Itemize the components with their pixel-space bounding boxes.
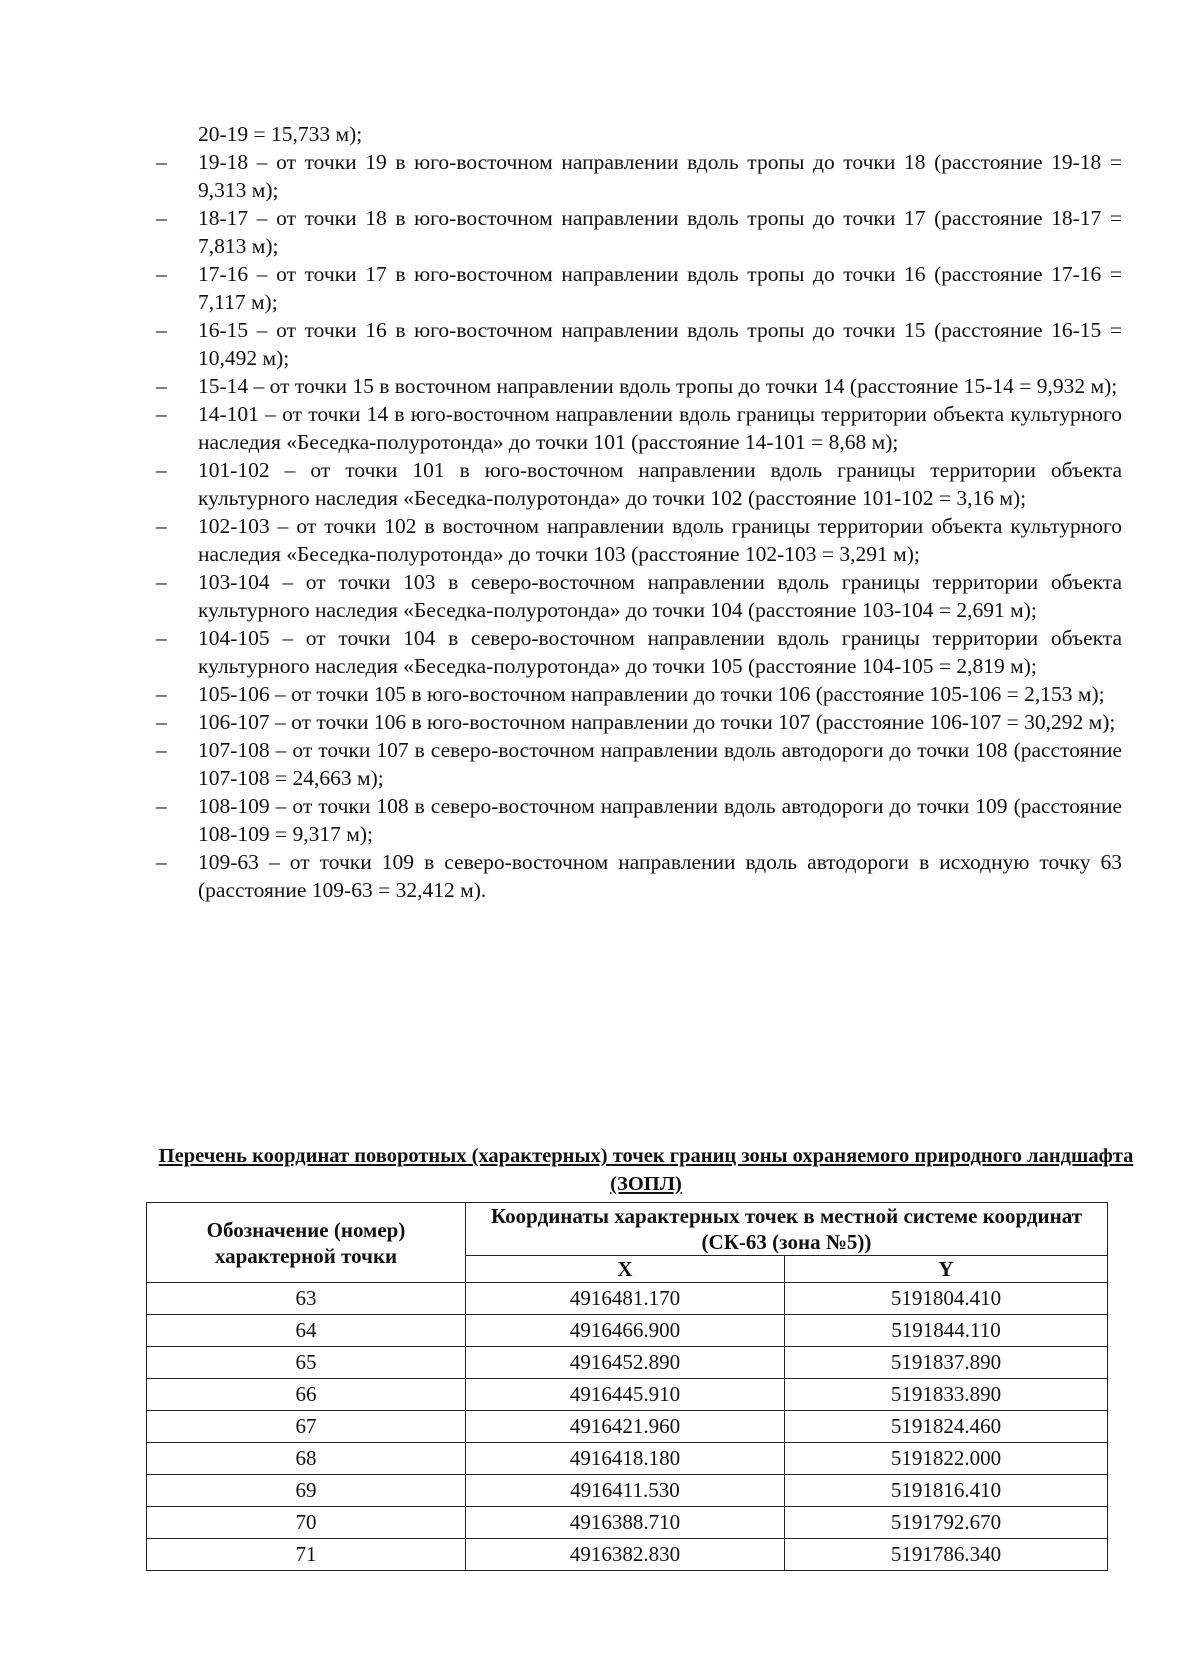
segment-item <box>150 456 1122 512</box>
segment-list <box>150 148 1122 904</box>
cell-point: 69 <box>147 1475 466 1507</box>
segment-text: 15-14 – от точки 15 в восточном направлении вдоль тропы до точки 14 (расстояние 15-14 = 9,932 м); <box>198 374 1118 398</box>
cell-x: 4916418.180 <box>466 1443 785 1475</box>
segment-text: 103-104 – от точки 103 в северо-восточном направлении вдоль границы территории объекта культурного наследия «Беседка-полуротонда» до точки 104 (расстояние 103-104 = 2,691 м); <box>198 570 1122 622</box>
table-header-row <box>147 1203 1108 1256</box>
cell-point: 70 <box>147 1507 466 1539</box>
dash-marker: – <box>156 626 167 650</box>
segment-text: 106-107 – от точки 106 в юго-восточном направлении до точки 107 (расстояние 106-107 = 30,292 м); <box>198 710 1116 734</box>
segment-text: 18-17 – от точки 18 в юго-восточном направлении вдоль тропы до точки 17 (расстояние 18-17 = 7,813 м); <box>198 206 1122 258</box>
table-row <box>147 1475 1108 1507</box>
table-row <box>147 1347 1108 1379</box>
cell-y: 5191844.110 <box>785 1315 1108 1347</box>
cell-x: 4916411.530 <box>466 1475 785 1507</box>
coordinates-table <box>146 1202 1108 1571</box>
table-row <box>147 1283 1108 1315</box>
table-title: Перечень координат поворотных (характерных) точек границ зоны охраняемого природного ландшафта (ЗОПЛ) <box>158 1145 1134 1195</box>
header-y: Y <box>785 1256 1108 1283</box>
header-coords: Координаты характерных точек в местной системе координат (СК-63 (зона №5)) <box>466 1203 1108 1256</box>
cell-x: 4916452.890 <box>466 1347 785 1379</box>
cell-point: 66 <box>147 1379 466 1411</box>
dash-marker: – <box>156 206 167 230</box>
cell-y: 5191822.000 <box>785 1443 1108 1475</box>
segment-text: 102-103 – от точки 102 в восточном направлении вдоль границы территории объекта культурного наследия «Беседка-полуротонда» до точки 103 (расстояние 102-103 = 3,291 м); <box>198 514 1122 566</box>
dash-marker: – <box>156 374 167 398</box>
cell-y: 5191816.410 <box>785 1475 1108 1507</box>
segment-text: 17-16 – от точки 17 в юго-восточном направлении вдоль тропы до точки 16 (расстояние 17-16 = 7,117 м); <box>198 262 1122 314</box>
segment-item <box>150 512 1122 568</box>
cell-y: 5191824.460 <box>785 1411 1108 1443</box>
dash-marker: – <box>156 570 167 594</box>
dash-marker: – <box>156 738 167 762</box>
lead-line: 20-19 = 15,733 м); <box>198 122 363 146</box>
segment-item <box>150 316 1122 372</box>
dash-marker: – <box>156 794 167 818</box>
dash-marker: – <box>156 150 167 174</box>
segment-item <box>150 204 1122 260</box>
dash-marker: – <box>156 850 167 874</box>
table-row <box>147 1539 1108 1571</box>
cell-point: 68 <box>147 1443 466 1475</box>
cell-y: 5191786.340 <box>785 1539 1108 1571</box>
segment-item <box>150 568 1122 624</box>
dash-marker: – <box>156 318 167 342</box>
segment-text: 108-109 – от точки 108 в северо-восточном направлении вдоль автодороги до точки 109 (расстояние 108-109 = 9,317 м); <box>198 794 1122 846</box>
cell-y: 5191837.890 <box>785 1347 1108 1379</box>
table-row <box>147 1379 1108 1411</box>
table-row <box>147 1507 1108 1539</box>
segment-text: 16-15 – от точки 16 в юго-восточном направлении вдоль тропы до точки 15 (расстояние 16-15 = 10,492 м); <box>198 318 1122 370</box>
cell-y: 5191833.890 <box>785 1379 1108 1411</box>
segment-text: 19-18 – от точки 19 в юго-восточном направлении вдоль тропы до точки 18 (расстояние 19-18 = 9,313 м); <box>198 150 1122 202</box>
cell-point: 63 <box>147 1283 466 1315</box>
segment-text: 105-106 – от точки 105 в юго-восточном направлении до точки 106 (расстояние 105-106 = 2,153 м); <box>198 682 1105 706</box>
segment-item <box>150 372 1122 400</box>
dash-marker: – <box>156 262 167 286</box>
table-row <box>147 1315 1108 1347</box>
cell-y: 5191804.410 <box>785 1283 1108 1315</box>
segment-item <box>150 148 1122 204</box>
segment-item <box>150 736 1122 792</box>
segment-text: 14-101 – от точки 14 в юго-восточном направлении вдоль границы территории объекта культурного наследия «Беседка-полуротонда» до точки 101 (расстояние 14-101 = 8,68 м); <box>198 402 1122 454</box>
cell-point: 67 <box>147 1411 466 1443</box>
table-row <box>147 1411 1108 1443</box>
dash-marker: – <box>156 402 167 426</box>
cell-x: 4916445.910 <box>466 1379 785 1411</box>
cell-point: 64 <box>147 1315 466 1347</box>
segment-item <box>150 680 1122 708</box>
segment-item <box>150 260 1122 316</box>
segment-item <box>150 708 1122 736</box>
segment-text: 104-105 – от точки 104 в северо-восточном направлении вдоль границы территории объекта культурного наследия «Беседка-полуротонда» до точки 105 (расстояние 104-105 = 2,819 м); <box>198 626 1122 678</box>
table-row <box>147 1443 1108 1475</box>
segment-text: 107-108 – от точки 107 в северо-восточном направлении вдоль автодороги до точки 108 (расстояние 107-108 = 24,663 м); <box>198 738 1122 790</box>
dash-marker: – <box>156 710 167 734</box>
cell-x: 4916421.960 <box>466 1411 785 1443</box>
segment-text: 101-102 – от точки 101 в юго-восточном направлении вдоль границы территории объекта культурного наследия «Беседка-полуротонда» до точки 102 (расстояние 101-102 = 3,16 м); <box>198 458 1122 510</box>
cell-x: 4916388.710 <box>466 1507 785 1539</box>
dash-marker: – <box>156 458 167 482</box>
cell-y: 5191792.670 <box>785 1507 1108 1539</box>
cell-point: 71 <box>147 1539 466 1571</box>
cell-x: 4916466.900 <box>466 1315 785 1347</box>
segment-text: 109-63 – от точки 109 в северо-восточном направлении вдоль автодороги в исходную точку 63 (расстояние 109-63 = 32,412 м). <box>198 850 1122 902</box>
segment-item <box>150 624 1122 680</box>
segment-item <box>150 792 1122 848</box>
dash-marker: – <box>156 514 167 538</box>
cell-x: 4916481.170 <box>466 1283 785 1315</box>
segment-item <box>150 400 1122 456</box>
dash-marker: – <box>156 682 167 706</box>
header-point: Обозначение (номер) характерной точки <box>147 1203 466 1283</box>
cell-point: 65 <box>147 1347 466 1379</box>
cell-x: 4916382.830 <box>466 1539 785 1571</box>
segment-item <box>150 848 1122 904</box>
header-x: X <box>466 1256 785 1283</box>
